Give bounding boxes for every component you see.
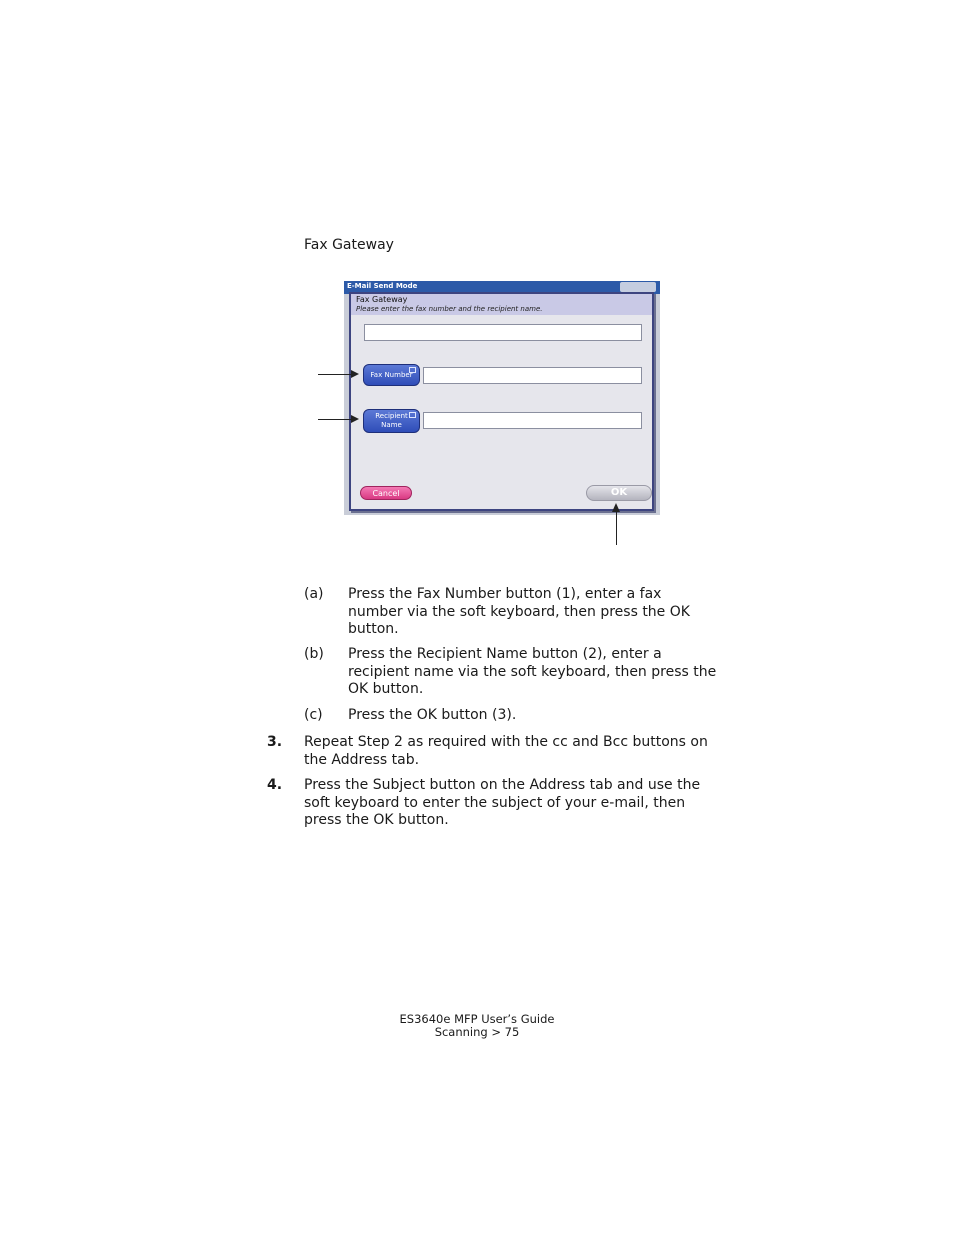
summary-field[interactable]: [364, 324, 642, 341]
substep-text-c: Press the OK button (3).: [348, 707, 517, 723]
callout-arrowhead-ok: [612, 503, 620, 512]
dialog-instruction: Please enter the fax number and the recipient name.: [356, 305, 543, 313]
callout-line-recipient-name: [318, 419, 352, 420]
footer-guide-title: ES3640e MFP User’s Guide: [399, 1012, 555, 1026]
keyboard-icon: [409, 367, 416, 373]
recipient-name-button[interactable]: [363, 409, 420, 433]
fax-gateway-screenshot: [344, 281, 660, 515]
substep-label-a: (a): [304, 586, 324, 602]
fax-number-field[interactable]: [423, 367, 642, 384]
footer-page-reference: Scanning > 75: [434, 1025, 520, 1039]
fax-number-button[interactable]: [363, 364, 420, 386]
dialog-header: [351, 294, 652, 315]
fax-gateway-dialog: [349, 292, 654, 511]
substep-text-a: Press the Fax Number button (1), enter a fax number via the soft keyboard, then press the OK button.: [348, 586, 690, 637]
dialog-title: Fax Gateway: [356, 295, 408, 304]
recipient-name-field[interactable]: [423, 412, 642, 429]
callout-arrowhead-recipient-name: [351, 415, 359, 423]
fax-number-button-label: Fax Number: [370, 370, 413, 379]
cancel-button[interactable]: Cancel: [360, 486, 412, 500]
callout-line-ok: [616, 508, 617, 545]
underlying-tab: [620, 282, 656, 292]
step-text-4: Press the Subject button on the Address tab and use the soft keyboard to enter the subject of your e-mail, then press the OK button.: [304, 777, 701, 828]
ok-button[interactable]: OK: [586, 485, 652, 501]
step-text-3: Repeat Step 2 as required with the cc and Bcc buttons on the Address tab.: [304, 734, 708, 768]
recipient-name-line2: Name: [381, 421, 402, 429]
step-number-4: 4.: [267, 777, 283, 793]
callout-arrowhead-fax-number: [351, 370, 359, 378]
substep-label-b: (b): [304, 646, 324, 662]
section-heading: Fax Gateway: [304, 237, 394, 253]
recipient-name-line1: Recipient: [375, 412, 408, 420]
keyboard-icon: [409, 412, 416, 418]
recipient-name-button-label: [375, 412, 408, 430]
substep-label-c: (c): [304, 707, 323, 723]
step-number-3: 3.: [267, 734, 283, 750]
substep-text-b: Press the Recipient Name button (2), enter a recipient name via the soft keyboard, then press the OK button.: [348, 646, 717, 697]
callout-line-fax-number: [318, 374, 352, 375]
underlying-window-title: E-Mail Send Mode: [347, 282, 418, 290]
